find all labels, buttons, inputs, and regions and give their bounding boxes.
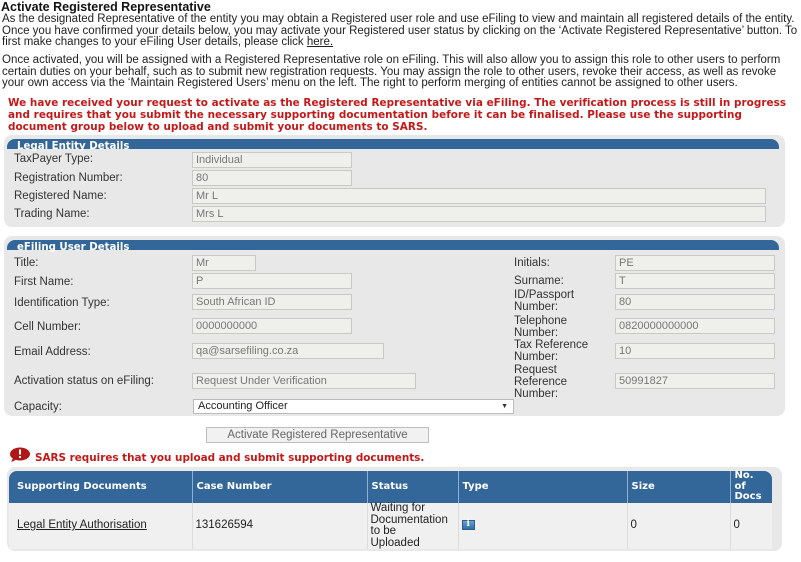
request-reference-field: 50991827: [615, 373, 775, 389]
panel-header: [7, 240, 779, 253]
panel-title: eFiling User Details: [17, 242, 130, 253]
email-label: Email Address:: [14, 346, 91, 358]
col-no-of-docs-line-3: Docs: [734, 491, 762, 503]
registered-name-field: Mr L: [192, 188, 766, 204]
panel-title: Legal Entity Details: [17, 141, 130, 152]
request-reference-label-line-1: Request: [514, 364, 557, 376]
panel-header: [7, 139, 779, 152]
registration-number-label: Registration Number:: [14, 172, 123, 184]
identification-type-label: Identification Type:: [14, 297, 110, 309]
capacity-select[interactable]: [193, 399, 514, 414]
cell-no-of-docs: 0: [730, 503, 772, 549]
telephone-label: [514, 315, 567, 339]
table-header-row: [9, 471, 772, 503]
col-no-of-docs-line-2: of: [734, 480, 746, 492]
id-number-label-line-1: ID/Passport: [514, 289, 575, 301]
status-line-1: Waiting for: [370, 502, 426, 514]
page-title: Activate Registered Representative: [1, 0, 211, 14]
request-reference-label-line-2: Reference: [514, 376, 568, 388]
tax-reference-label-line-2: Number:: [514, 351, 559, 363]
cell-case-number: 131626594: [192, 503, 367, 549]
activation-status-label: Activation status on eFiling:: [14, 375, 154, 387]
capacity-label: Capacity:: [14, 401, 62, 413]
activate-registered-representative-button[interactable]: Activate Registered Representative: [206, 427, 429, 443]
initials-label: Initials:: [514, 257, 550, 269]
supporting-documents-table: [9, 471, 772, 549]
verification-alert: We have received your request to activate as the Registered Representative via eFiling. The verification process is still in progress and requires that you submit the necessary supporting documentation before it can be finalised. Please use the supporting document group below to upload and submit your documents to SARS.: [8, 97, 787, 133]
warning-speech-bubble-icon: [9, 447, 31, 463]
taxpayer-type-field: Individual: [192, 152, 352, 168]
edit-user-details-link[interactable]: here.: [306, 36, 334, 48]
tax-reference-label-line-1: Tax Reference: [514, 339, 589, 351]
legal-entity-authorisation-link[interactable]: Legal Entity Authorisation: [17, 519, 147, 532]
trading-name-label: Trading Name:: [14, 208, 90, 220]
first-name-label: First Name:: [14, 276, 74, 288]
tax-reference-label: [514, 339, 588, 363]
trading-name-field: Mrs L: [192, 206, 766, 222]
telephone-label-line-2: Number:: [514, 327, 559, 339]
col-case-number: Case Number: [192, 471, 367, 503]
id-number-field: 80: [615, 294, 775, 310]
cell-type: [458, 503, 627, 549]
status-line-2: Documentation: [370, 513, 448, 526]
cell-document: [9, 503, 192, 549]
title-field: Mr: [192, 255, 256, 271]
telephone-label-line-1: Telephone: [514, 315, 568, 327]
info-icon[interactable]: [462, 520, 475, 530]
title-label: Title:: [14, 257, 39, 269]
col-no-of-docs: [730, 471, 772, 503]
request-reference-label: [514, 364, 567, 400]
id-number-label: [514, 289, 574, 313]
cell-size: 0: [627, 503, 730, 549]
activation-status-field: Request Under Verification: [192, 373, 416, 389]
cell-number-field: 0000000000: [192, 318, 352, 334]
col-no-of-docs-line-1: No.: [734, 470, 754, 482]
intro-paragraph-2: Once activated, you will be assigned with a Registered Representative role on eFiling. This will also allow you to assign this role to other users to perform certain duties on your behalf, such as to submit new registration requests. You may assign the role to other users, revoke their access, as well as revoke your own access via the ‘Maintain Registered Users’ menu on the left. The right to perform merging of entities cannot be assigned to other users.: [2, 54, 781, 89]
identification-type-field: South African ID: [192, 294, 352, 310]
cell-status: [367, 503, 458, 549]
col-type: Type: [458, 471, 627, 503]
surname-field: T: [615, 273, 775, 289]
table-row: [9, 503, 772, 549]
email-field: qa@sarsefiling.co.za: [192, 343, 384, 359]
request-reference-label-line-3: Number:: [514, 388, 559, 400]
status-line-3: to be: [370, 525, 397, 537]
upload-documents-warning: SARS requires that you upload and submit supporting documents.: [35, 452, 425, 464]
id-number-label-line-2: Number:: [514, 301, 559, 313]
cell-number-label: Cell Number:: [14, 321, 82, 333]
initials-field: PE: [615, 255, 775, 271]
chevron-down-icon: ▼: [501, 403, 508, 410]
intro-text-1: As the designated Representative of the entity you may obtain a Registered user role and use eFiling to view and maintain all registered details of the entity. Once you have confirmed your details below, you may activate your Registered user status by clicking on the ‘Activate Registered Representative’ button. To first make changes to your eFiling User details, please click: [2, 13, 798, 48]
intro-paragraph-1: [2, 14, 800, 49]
first-name-field: P: [192, 273, 352, 289]
registration-number-field: 80: [192, 170, 352, 186]
col-size: Size: [627, 471, 730, 503]
taxpayer-type-label: TaxPayer Type:: [14, 153, 94, 165]
registered-name-label: Registered Name:: [14, 190, 107, 202]
surname-label: Surname:: [514, 275, 564, 287]
col-status: Status: [367, 471, 458, 503]
capacity-selected-value: Accounting Officer: [198, 400, 288, 412]
col-supporting-documents: Supporting Documents: [9, 471, 192, 503]
status-line-4: Uploaded: [370, 536, 420, 549]
tax-reference-field: 10: [615, 343, 775, 359]
telephone-field: 0820000000000: [615, 318, 775, 334]
